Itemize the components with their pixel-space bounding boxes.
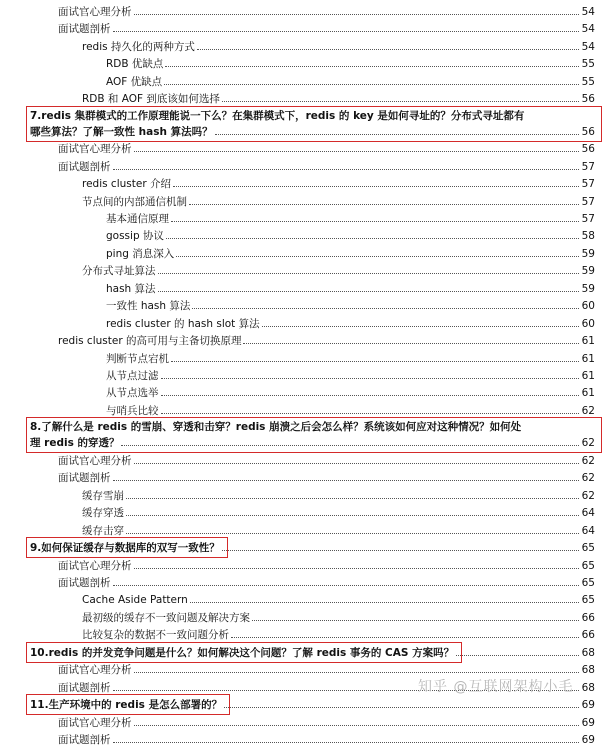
toc-page-number: 65 [581,594,595,607]
toc-entry-label: AOF 优缺点 [106,75,163,88]
toc-entry-label: 面试题剖析 [58,160,111,173]
dot-leader [121,434,579,446]
dot-leader [126,504,579,516]
toc-page-number: 62 [581,454,595,467]
toc-entry[interactable] [0,661,603,677]
toc-heading[interactable] [0,434,603,450]
dot-leader [113,574,580,586]
toc-entry[interactable] [0,262,603,278]
toc-entry-label: 面试题剖析 [58,576,111,589]
toc-entry[interactable] [0,315,603,331]
toc-entry-label: 面试官心理分析 [58,559,132,572]
toc-page-number: 57 [581,178,595,191]
toc-page-number: 64 [581,524,595,537]
dot-leader [189,193,579,205]
toc-entry[interactable] [0,350,603,366]
toc-page-number: 54 [581,23,595,36]
toc-entry[interactable] [0,297,603,313]
toc-entry-label: 判断节点宕机 [106,352,169,365]
toc-entry-label: 面试题剖析 [58,681,111,694]
dot-leader [231,626,579,638]
toc-page-number: 56 [581,125,595,138]
toc-entry-label: 节点间的内部通信机制 [82,195,187,208]
toc-page-number: 59 [581,282,595,295]
toc-page-number: 54 [581,6,595,18]
toc-entry-label: 面试官心理分析 [58,6,132,18]
toc-entry-label: redis 持久化的两种方式 [82,40,195,53]
toc-page-number: 57 [581,195,595,208]
dot-leader [224,696,579,708]
dot-leader [190,591,579,603]
toc-page-number: 68 [581,646,595,659]
toc-page-number: 59 [581,247,595,260]
toc-page-number: 57 [581,160,595,173]
toc-heading[interactable] [0,539,603,555]
toc-entry-label: 一致性 hash 算法 [106,300,191,313]
toc-entry[interactable] [0,714,603,730]
toc-entry-label: 面试题剖析 [58,23,111,36]
toc-entry-label: 11.生产环境中的 redis 是怎么部署的？ [30,699,223,712]
dot-leader [134,140,580,152]
dot-leader [113,158,580,170]
toc-entry[interactable] [0,140,603,156]
toc-entry-label: 面试官心理分析 [58,454,132,467]
toc-entry-label: 面试题剖析 [58,734,111,746]
toc-page-number: 62 [581,404,595,417]
toc-entry[interactable] [0,3,603,19]
dot-leader [113,20,580,32]
toc-entry-label: 面试官心理分析 [58,143,132,156]
toc-page-number: 57 [581,212,595,225]
dot-leader [456,644,579,656]
toc-entry[interactable] [0,504,603,520]
toc-heading[interactable] [0,644,603,660]
toc-entry-label: RDB 优缺点 [106,58,164,71]
dot-leader [171,350,579,362]
toc-entry-label: 面试官心理分析 [58,716,132,729]
toc-page-number: 65 [581,542,595,555]
toc-page-number: 56 [581,143,595,156]
toc-page-number: 68 [581,664,595,677]
toc-entry-label: 10.redis 的并发竞争问题是什么？如何解决这个问题？了解 redis 事务的 CAS 方案吗？ [30,646,455,659]
toc-page-number: 69 [581,699,595,712]
dot-leader [164,73,579,85]
toc-entry-label: 哪些算法？了解一致性 hash 算法吗？ [30,125,213,138]
dot-leader [134,452,580,464]
toc-page-number: 69 [581,716,595,729]
toc-entry-label: 缓存击穿 [82,524,124,537]
toc-entry[interactable] [0,193,603,209]
toc-entry[interactable] [0,574,603,590]
dot-leader [126,487,579,499]
dot-leader [161,367,580,379]
toc-entry[interactable] [0,557,603,573]
toc-entry-label: redis cluster 介绍 [82,178,171,191]
toc-page-number: 60 [581,300,595,313]
dot-leader [192,297,579,309]
toc-entry-label: 缓存穿透 [82,507,124,520]
toc-entry[interactable] [0,469,603,485]
toc-page-number: 64 [581,507,595,520]
watermark: 知乎 @互联网架构小毛 [418,679,574,695]
toc-entry-label: RDB 和 AOF 到底该如何选择 [82,93,220,106]
toc-entry-label: 面试官心理分析 [58,664,132,677]
dot-leader [134,557,580,569]
toc-entry-label: 与哨兵比较 [106,404,159,417]
toc-page-number: 65 [581,576,595,589]
toc-entry-label: redis cluster 的高可用与主备切换原理 [58,335,242,348]
toc-entry[interactable] [0,245,603,261]
toc-entry[interactable] [0,367,603,383]
toc-entry[interactable] [0,158,603,174]
dot-leader [166,227,579,239]
dot-leader [158,262,580,274]
toc-heading[interactable] [0,123,603,139]
toc-entry[interactable] [0,522,603,538]
toc-entry[interactable] [0,487,603,503]
dot-leader [215,123,579,135]
dot-leader [113,731,580,743]
toc-entry-label: redis cluster 的 hash slot 算法 [106,317,260,330]
toc-entry[interactable] [0,227,603,243]
dot-leader [222,90,579,102]
dot-leader [176,245,579,257]
dot-leader [165,55,579,67]
dot-leader [171,210,579,222]
toc-page-number: 62 [581,472,595,485]
toc-page-number: 62 [581,437,595,450]
toc-entry[interactable] [0,90,603,106]
toc-entry[interactable] [0,591,603,607]
dot-leader [158,280,579,292]
toc-entry-label: 最初级的缓存不一致问题及解决方案 [82,611,250,624]
toc-page-number: 61 [581,387,595,400]
toc-entry[interactable] [0,402,603,418]
toc-entry-label: 9.如何保证缓存与数据库的双写一致性？ [30,542,220,555]
toc-entry[interactable] [0,210,603,226]
toc-heading-line[interactable]: 7.redis 集群模式的工作原理能说一下么？在集群模式下，redis 的 key 是如何寻址的？分布式寻址都有 [30,109,525,122]
toc-entry-label: 理 redis 的穿透？ [30,437,120,450]
dot-leader [113,469,580,481]
toc-page-number: 69 [581,734,595,746]
dot-leader [134,714,580,726]
dot-leader [161,384,580,396]
dot-leader [197,38,579,50]
toc-page-number: 66 [581,629,595,642]
toc-page-number: 55 [581,75,595,88]
toc-entry-label: hash 算法 [106,282,156,295]
toc-entry[interactable] [0,20,603,36]
toc-entry[interactable] [0,280,603,296]
toc-page-number: 61 [581,335,595,348]
toc-page-number: 68 [581,681,595,694]
dot-leader [252,609,579,621]
dot-leader [134,661,580,673]
toc-entry[interactable] [0,452,603,468]
toc-page-number: 62 [581,489,595,502]
toc-entry[interactable] [0,731,603,747]
toc-entry-label: 缓存雪崩 [82,489,124,502]
toc-entry[interactable] [0,609,603,625]
toc-page-number: 61 [581,352,595,365]
toc-entry[interactable] [0,55,603,71]
toc-page-number: 66 [581,611,595,624]
toc-entry[interactable] [0,384,603,400]
toc-page-number: 54 [581,40,595,53]
toc-page-number: 58 [581,230,595,243]
toc-entry-label: Cache Aside Pattern [82,594,188,607]
toc-entry[interactable] [0,626,603,642]
toc-entry-label: 面试题剖析 [58,472,111,485]
dot-leader [222,539,579,551]
toc-page-number: 55 [581,58,595,71]
toc-entry-label: 从节点选举 [106,387,159,400]
toc-page-number: 59 [581,265,595,278]
toc-heading[interactable] [0,696,603,712]
dot-leader [243,332,579,344]
toc-entry[interactable] [0,73,603,89]
dot-leader [262,315,579,327]
toc-entry[interactable] [0,332,603,348]
toc-entry-label: ping 消息深入 [106,247,175,260]
toc-entry-label: 从节点过滤 [106,370,159,382]
toc-entry-label: gossip 协议 [106,230,164,243]
toc-entry-label: 比较复杂的数据不一致问题分析 [82,629,229,642]
toc-heading-line[interactable]: 8.了解什么是 redis 的雪崩、穿透和击穿？redis 崩溃之后会怎么样？系统该如何应对这种情况？如何处 [30,421,522,434]
toc-page-number: 60 [581,317,595,330]
toc-page-number: 65 [581,559,595,572]
toc-entry[interactable] [0,175,603,191]
toc-entry-label: 分布式寻址算法 [82,265,156,278]
toc-entry-label: 基本通信原理 [106,212,169,225]
dot-leader [161,402,580,414]
dot-leader [173,175,579,187]
dot-leader [134,3,580,15]
dot-leader [126,522,579,534]
toc-page-number: 61 [581,370,595,382]
toc-entry[interactable] [0,38,603,54]
toc-page-number: 56 [581,93,595,106]
